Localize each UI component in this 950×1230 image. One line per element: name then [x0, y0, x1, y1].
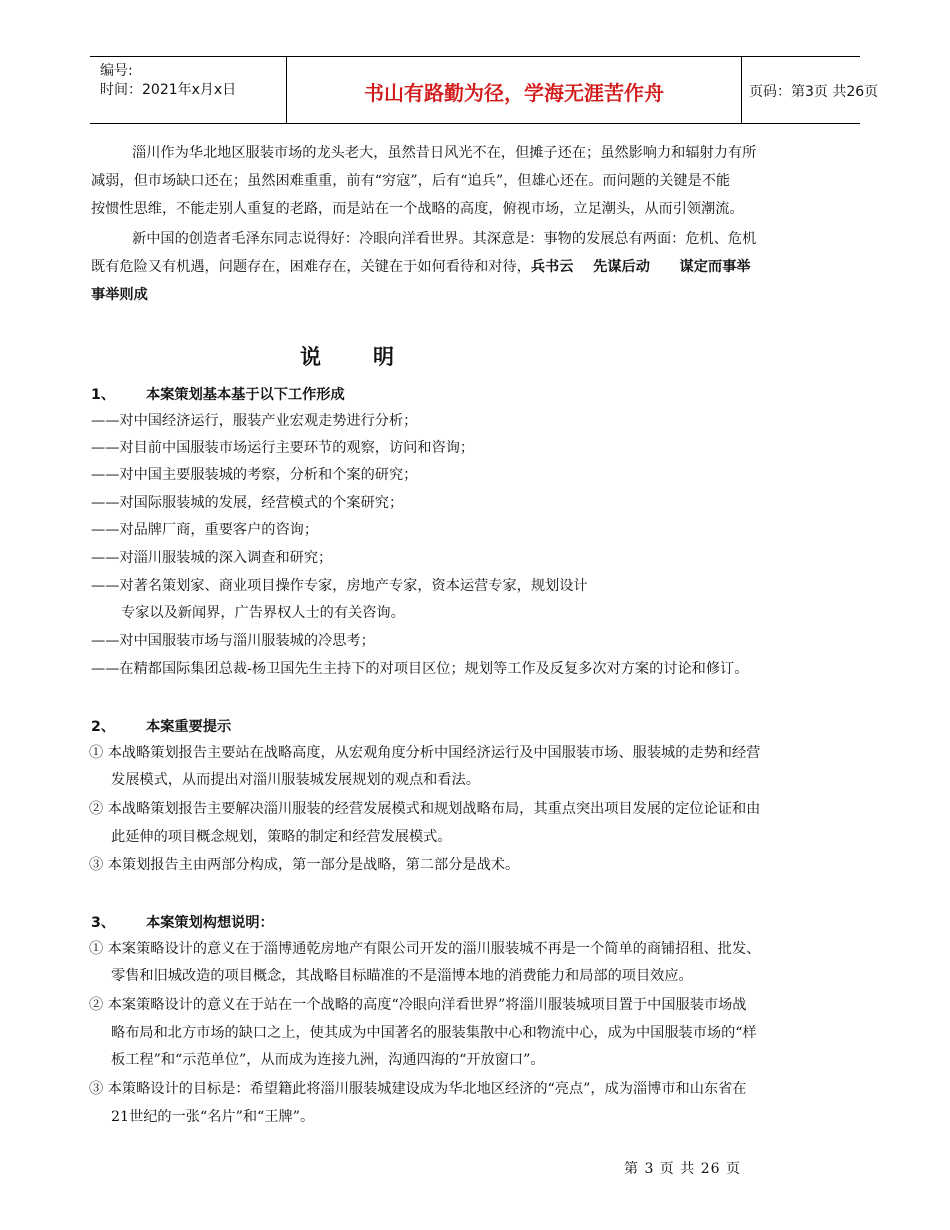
header-motto: 书山有路勤为径，学海无涯苦作舟: [364, 81, 664, 105]
header-page-label: 页码：第3页 共26页: [749, 84, 879, 100]
section2-line: ③ 本策划报告主由两部分构成，第一部分是战略，第二部分是战术。: [89, 857, 520, 873]
header-meta-cell: [90, 57, 286, 123]
header-number-label: 编号:: [100, 63, 133, 79]
section1-item: ——对国际服装城的发展，经营模式的个案研究；: [91, 495, 404, 511]
page-header: [90, 56, 879, 124]
header-time-label: 时间：2021年x月x日: [100, 82, 237, 98]
intro-p1-line2: 减弱，但市场缺口还在；虽然困难重重，前有“穷寇”，后有“追兵”，但雄心还在。而问题的关键是不能: [91, 173, 731, 189]
intro-p2-line1: 新中国的创造者毛泽东同志说得好：冷眼向洋看世界。其深意是：事物的发展总有两面：危机、危机: [132, 231, 757, 247]
section1-item: ——在精都国际集团总裁-杨卫国先生主持下的对项目区位；规划等工作及反复多次对方案的讨论和修订。: [91, 661, 749, 677]
section1-item: ——对中国主要服装城的考察，分析和个案的研究；: [91, 467, 418, 483]
intro-p1-line3: 按惯性思维，不能走别人重复的老路，而是站在一个战略的高度，俯视市场，立足潮头，从而引领潮流。: [91, 201, 744, 217]
section2-heading: 本案重要提示: [146, 719, 232, 735]
intro-p1-line1: 淄川作为华北地区服装市场的龙头老大，虽然昔日风光不在，但摊子还在；虽然影响力和辐射力有所: [132, 145, 757, 161]
page-title: 说明: [300, 345, 446, 369]
section3-line: ② 本案策略设计的意义在于站在一个战略的高度“冷眼向洋看世界”将淄川服装城项目置于中国服装市场战: [89, 997, 747, 1013]
section3-line: 略布局和北方市场的缺口之上，使其成为中国著名的服装集散中心和物流中心，成为中国服装市场的“样: [111, 1025, 757, 1041]
section2-number: 2、: [91, 719, 116, 735]
section3-line: 板工程”和“示范单位”，从而成为连接九洲，沟通四海的“开放窗口”。: [111, 1052, 545, 1068]
header-motto-cell: [286, 57, 742, 123]
section1-item-continued: 专家以及新闻界，广告界权人士的有关咨询。: [121, 605, 405, 621]
section3-line: 21世纪的一张“名片”和“王牌”。: [111, 1109, 315, 1125]
intro-p2-line2: [91, 258, 750, 276]
section2-line: 发展模式，从而提出对淄川服装城发展规划的观点和看法。: [111, 772, 480, 788]
header-page-cell: [740, 57, 879, 123]
section2-line: 此延伸的项目概念规划，策略的制定和经营发展模式。: [111, 829, 452, 845]
section1-item: ——对品牌厂商，重要客户的咨询；: [91, 522, 319, 538]
intro-p2-bold-quote: 兵书云 先谋后动 谋定而事举: [530, 259, 751, 275]
section1-item: ——对著名策划家、商业项目操作专家，房地产专家，资本运营专家，规划设计: [91, 578, 588, 594]
section3-number: 3、: [91, 915, 116, 931]
section1-item: ——对中国服装市场与淄川服装城的冷思考；: [91, 633, 375, 649]
intro-p2-line3: 事举则成: [91, 287, 148, 303]
section3-line: 零售和旧城改造的项目概念，其战略目标瞄准的不是淄博本地的消费能力和局部的项目效应。: [111, 968, 693, 984]
section1-item: ——对淄川服装城的深入调查和研究；: [91, 550, 333, 566]
section1-number: 1、: [91, 387, 116, 403]
section2-line: ② 本战略策划报告主要解决淄川服装的经营发展模式和规划战略布局，其重点突出项目发展的定位论证和由: [89, 801, 761, 817]
section2-line: ① 本战略策划报告主要站在战略高度，从宏观角度分析中国经济运行及中国服装市场、服装城的走势和经营: [89, 745, 761, 761]
section3-line: ③ 本策略设计的目标是：希望籍此将淄川服装城建设成为华北地区经济的“亮点”，成为淄博市和山东省在: [89, 1081, 747, 1097]
section1-heading: 本案策划基本基于以下工作形成: [146, 387, 345, 403]
intro-p2-text: 既有危险又有机遇，问题存在，困难存在，关键在于如何看待和对待，: [91, 259, 531, 275]
section1-item: ——对中国经济运行，服装产业宏观走势进行分析；: [91, 413, 418, 429]
section1-item: ——对目前中国服装市场运行主要环节的观察，访问和咨询；: [91, 440, 475, 456]
page-footer: 第 3 页 共 26 页: [624, 1161, 741, 1177]
section3-line: ① 本案策略设计的意义在于淄博通乾房地产有限公司开发的淄川服装城不再是一个简单的商铺招租、批发、: [89, 941, 761, 957]
section3-heading: 本案策划构想说明：: [146, 915, 274, 931]
